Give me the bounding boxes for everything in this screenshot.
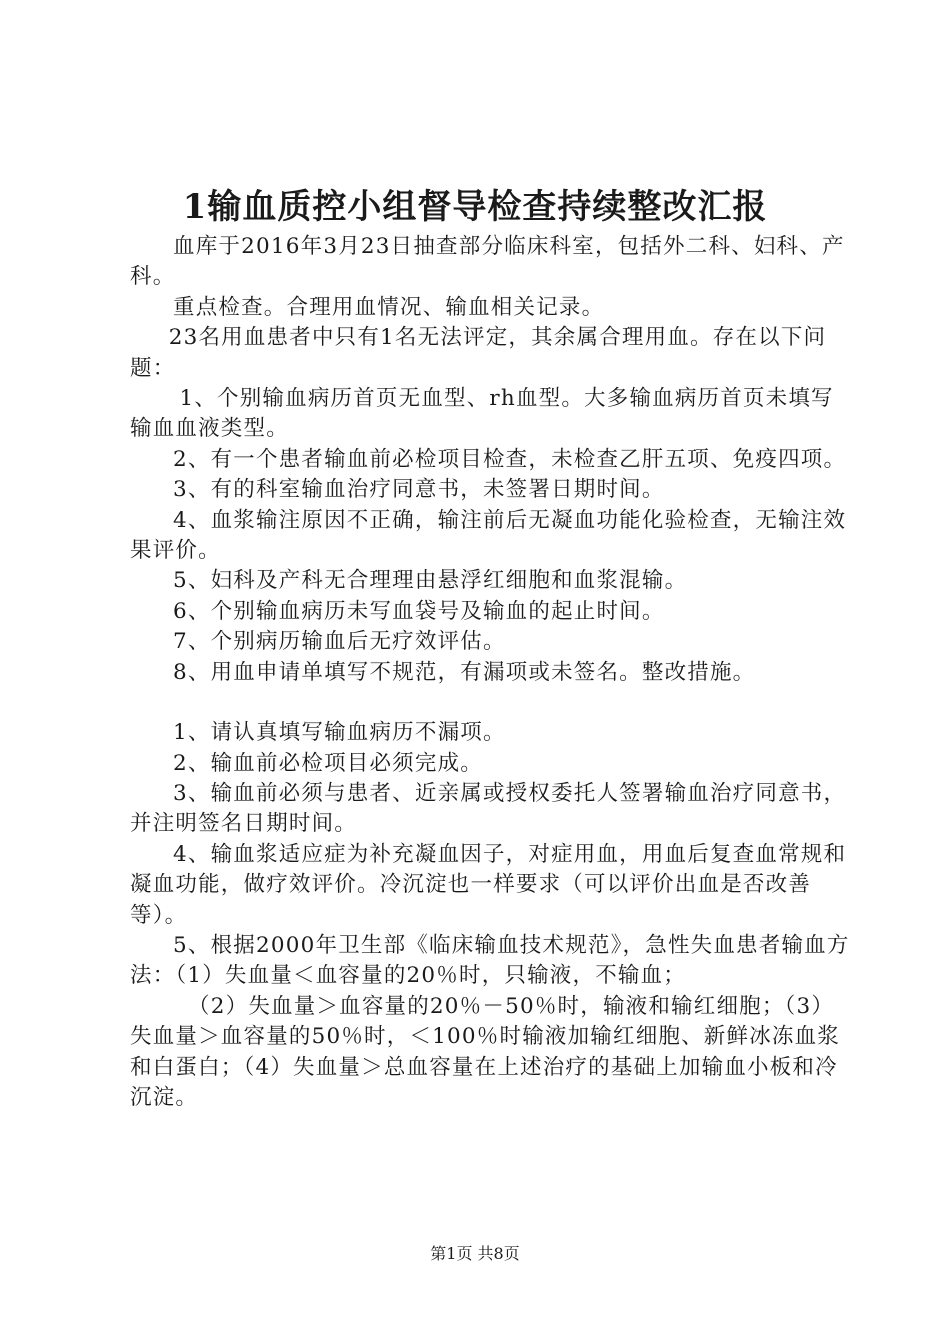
- paragraph-summary: 23名用血患者中只有1名无法评定，其余属合理用血。存在以下问题：: [130, 325, 827, 381]
- measure-item-4: 4、输血浆适应症为补充凝血因子，对症用血，用血后复查血常规和凝血功能，做疗效评价。冷沉淀也一样要求（可以评价出血是否改善等）。: [130, 841, 847, 928]
- problem-item-7: 7、个别病历输血后无疗效评估。: [173, 629, 506, 655]
- measure-item-1: 1、请认真填写输血病历不漏项。: [173, 720, 506, 746]
- problem-item-6: 6、个别输血病历未写血袋号及输血的起止时间。: [173, 598, 665, 624]
- measure-item-5: 5、根据2000年卫生部《临床输血技术规范》，急性失血患者输血方法：（1）失血量＜血容量的20％时，只输液，不输血；: [130, 932, 850, 989]
- page-number-footer: 第1页 共8页: [430, 1244, 520, 1263]
- problem-item-3: 3、有的科室输血治疗同意书，未签署日期时间。: [173, 477, 665, 503]
- paragraph-intro: 血库于2016年3月23日抽查部分临床科室，包括外二科、妇科、产科。: [130, 234, 845, 290]
- problem-item-8: 8、用血申请单填写不规范，有漏项或未签名。整改措施。: [173, 659, 756, 685]
- problem-item-5: 5、妇科及产科无合理理由悬浮红细胞和血浆混输。: [173, 568, 688, 594]
- document-title: 1输血质控小组督导检查持续整改汇报: [182, 187, 768, 227]
- measure-item-2: 2、输血前必检项目必须完成。: [173, 750, 483, 776]
- problem-item-1: 1、个别输血病历首页无血型、rh血型。大多输血病历首页未填写输血血液类型。: [130, 386, 834, 442]
- problem-item-4: 4、血浆输注原因不正确，输注前后无凝血功能化验检查，无输注效果评价。: [130, 507, 847, 564]
- measure-item-3: 3、输血前必须与患者、近亲属或授权委托人签署输血治疗同意书，并注明签名日期时间。: [130, 780, 847, 837]
- document-body: [130, 232, 850, 1113]
- measure-item-5-continued: （2）失血量＞血容量的20％－50％时，输液和输红细胞；（3）失血量＞血容量的50％时，＜100％时输液加输红细胞、新鲜冰冻血浆和白蛋白；（4）失血量＞总血容量在上述治疗的基础上加输血小板和冷沉淀。: [130, 993, 840, 1110]
- paragraph-focus: 重点检查。合理用血情况、输血相关记录。: [173, 294, 605, 320]
- problem-item-2: 2、有一个患者输血前必检项目检查，未检查乙肝五项、免疫四项。: [173, 446, 847, 472]
